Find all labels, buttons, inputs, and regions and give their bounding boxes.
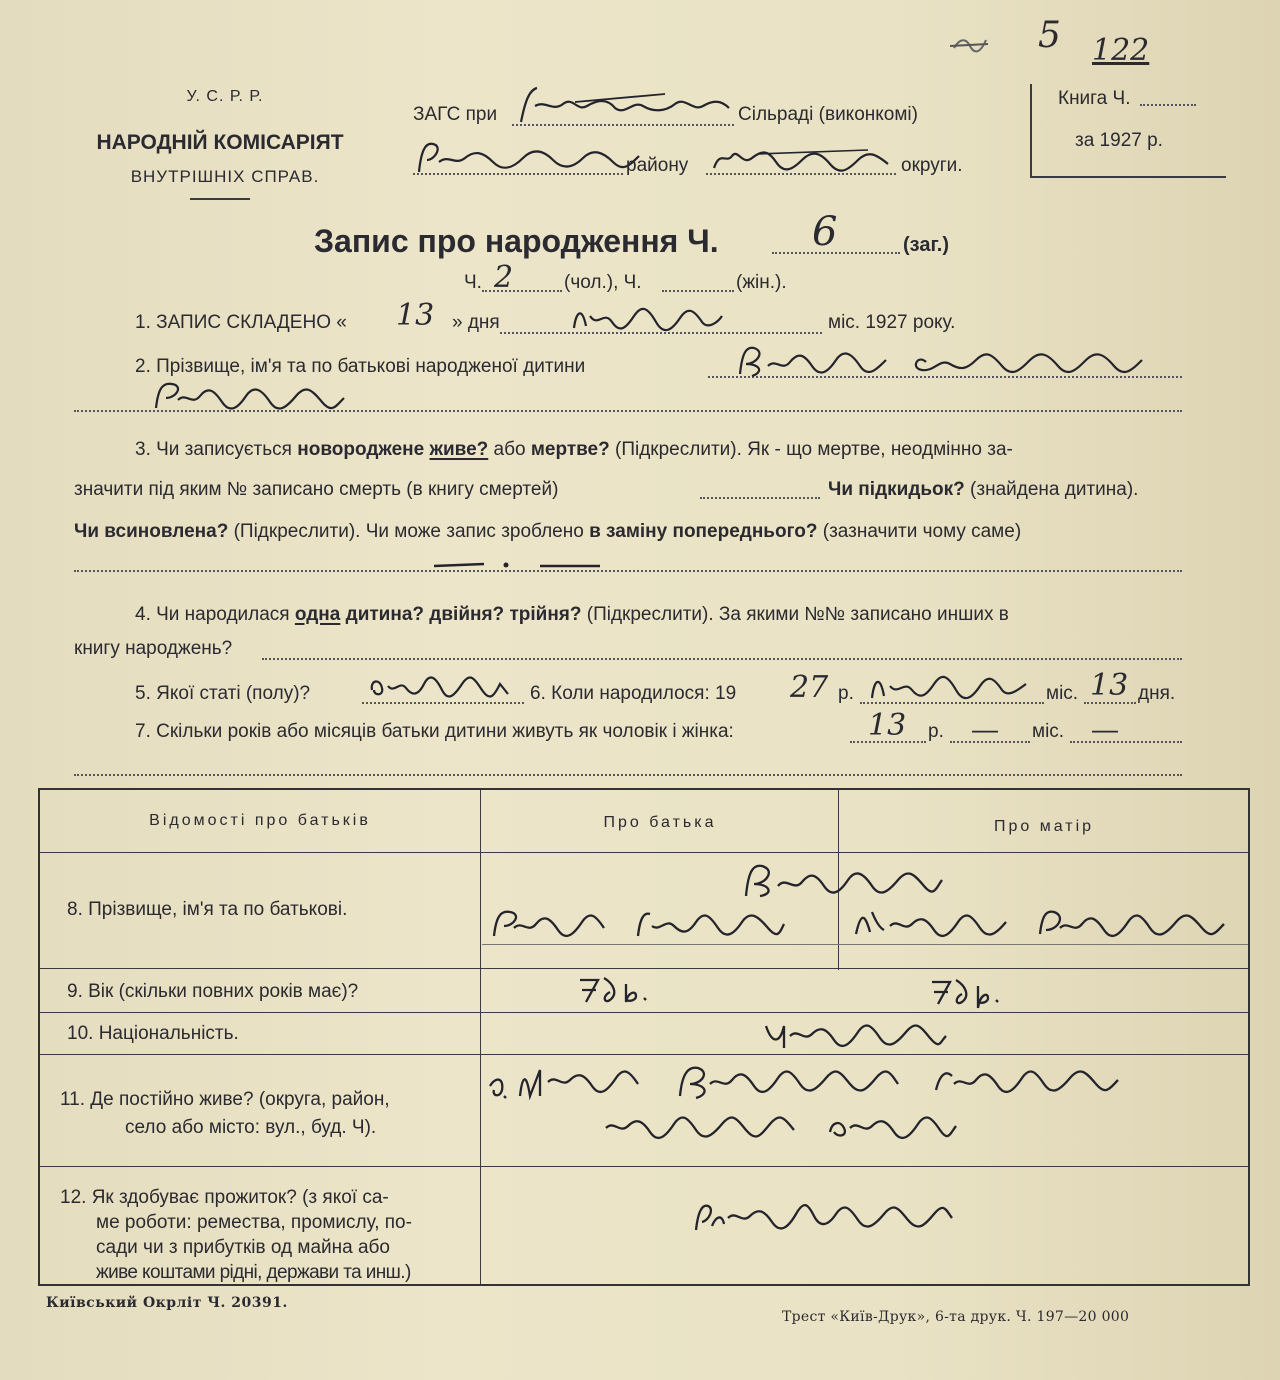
field-3-foundling: Чи підкидьок? xyxy=(828,479,965,500)
table-row-12-label-3: сади чи з прибутків од майна або xyxy=(96,1237,390,1258)
field-3-instructions: (Підкреслити). Як - що мертве, неодмінно за- xyxy=(609,439,1013,460)
table-row-12-label-1: 12. Як здобуває прожиток? (з якої са- xyxy=(60,1187,389,1208)
field-4-one-underlined: одна xyxy=(294,604,341,625)
male-suffix: (чол.), Ч. xyxy=(564,272,642,293)
field-6-mis: міс. xyxy=(1046,683,1079,704)
field-3-alive-underlined: живе? xyxy=(429,439,489,460)
male-count-handwriting: 2 xyxy=(494,260,514,295)
field-4-child: дитина? xyxy=(340,604,430,625)
district-label: району xyxy=(626,155,689,176)
table-header-mother: Про матір xyxy=(993,818,1095,835)
table-header-father: Про батька xyxy=(603,814,717,831)
table-row-11-label-2: село або місто: вул., буд. Ч). xyxy=(125,1117,377,1138)
field-7-tail-blank xyxy=(1070,741,1182,743)
field-6-r: р. xyxy=(838,683,854,704)
field-6-label: 6. Коли народилося: 19 xyxy=(530,683,737,704)
table-col-divider-2 xyxy=(838,850,839,970)
field-3-or: або xyxy=(488,439,531,460)
corner-number-1: 5 xyxy=(1038,15,1061,56)
female-count-blank xyxy=(662,290,734,292)
org-line-3: ВНУТРІШНІХ СПРАВ. xyxy=(130,167,320,186)
field-3-death-blank xyxy=(700,497,820,499)
field-4-line-1 xyxy=(135,604,1009,626)
table-row-8-bottom xyxy=(40,968,1248,969)
field-4-question: 4. Чи народилася xyxy=(135,604,295,625)
table-row-12-label-2: ме роботи: ремества, промислу, по- xyxy=(96,1212,412,1233)
field-3-found-note: (знайдена дитина). xyxy=(964,479,1139,500)
record-title: Запис про народження Ч. xyxy=(314,223,719,259)
field-3-replace-question: (Підкреслити). Чи може запис зроблено xyxy=(228,521,590,542)
book-year: за 1927 р. xyxy=(1075,130,1163,151)
field-1-day-handwriting: 13 xyxy=(396,298,435,333)
field-4-instructions: (Підкреслити). За якими №№ записано инших в xyxy=(581,604,1009,625)
field-4-blank xyxy=(262,658,1182,660)
field-3-death-question: значити під яким № записано смерть (в книгу смертей) xyxy=(74,479,559,500)
org-divider xyxy=(190,198,250,200)
book-number-blank xyxy=(1140,104,1196,106)
field-1-end: міс. 1927 року. xyxy=(828,312,956,333)
field-3-replace: в заміну попереднього? xyxy=(589,521,818,542)
total-number-blank xyxy=(772,252,900,254)
field-1-month-handwriting xyxy=(568,300,728,336)
book-box-left xyxy=(1030,84,1032,176)
footer-right: Трест «Київ-Друк», 6-та друк. Ч. 197—20 000 xyxy=(782,1309,1130,1325)
zags-name-handwriting xyxy=(515,82,735,128)
book-box-bottom xyxy=(1030,176,1226,178)
table-header-bottom xyxy=(40,852,1248,853)
section-divider xyxy=(74,774,1182,776)
table-row-12-label-4: живе коштами рідні, держави та инш.) xyxy=(96,1262,411,1283)
field-7-r: р. xyxy=(928,721,944,742)
okruga-blank xyxy=(706,173,896,175)
field-7-dash-1: — xyxy=(972,714,998,744)
field-1-label: 1. ЗАПИС СКЛАДЕНО « xyxy=(135,312,347,333)
field-3-newborn: новороджене xyxy=(297,439,425,460)
table-row-10-bottom xyxy=(40,1054,1248,1055)
corner-strikethrough-number xyxy=(950,32,990,61)
field-1-mid: » дня xyxy=(452,312,500,333)
field-3-line-1 xyxy=(135,439,1013,461)
field-6-month-handwriting xyxy=(866,668,1036,704)
field-2-blank-1 xyxy=(708,376,1182,378)
field-6-year-handwriting: 27 xyxy=(790,670,829,705)
field-2-blank-2 xyxy=(74,410,1182,412)
field-5-blank xyxy=(362,702,524,704)
table-row-10-label: 10. Національність. xyxy=(67,1023,239,1044)
table-col-divider-1 xyxy=(480,790,481,1284)
district-blank xyxy=(413,173,623,175)
table-header-parents: Відомості про батьків xyxy=(149,812,371,829)
field-7-label: 7. Скільки років або місяців батьки дитини живуть як чоловік і жінка: xyxy=(135,721,734,742)
field-2-patronymic-handwriting xyxy=(150,378,350,414)
total-suffix: (заг.) xyxy=(903,234,950,256)
crossed-number-icon xyxy=(950,32,990,58)
org-line-1: У. С. Р. Р. xyxy=(186,88,264,105)
field-3-dead: мертве? xyxy=(530,439,610,460)
field-6-day-blank xyxy=(1084,702,1136,704)
field-4-line-2: книгу народжень? xyxy=(74,638,233,659)
field-7-mis: міс. xyxy=(1032,721,1065,742)
male-count-blank xyxy=(482,290,562,292)
org-line-2: НАРОДНІЙ КОМІСАРІЯТ xyxy=(96,131,344,154)
zags-label: ЗАГС при xyxy=(413,104,498,125)
field-5-sex-handwriting xyxy=(366,668,526,704)
field-7-years-blank xyxy=(850,741,926,743)
field-6-day-handwriting: 13 xyxy=(1090,668,1129,703)
field-7-years-handwriting: 13 xyxy=(868,708,907,743)
male-count-label: Ч. xyxy=(464,272,482,293)
entry-number-handwriting: 6 xyxy=(812,209,838,255)
table-col-divider-2b xyxy=(838,790,839,852)
field-1-month-blank xyxy=(500,332,822,334)
field-3-line-3 xyxy=(74,521,1021,543)
female-suffix: (жін.). xyxy=(736,272,787,293)
field-2-label: 2. Прізвище, ім'я та по батькові народженої дитини xyxy=(135,356,586,377)
table-row-8-label: 8. Прізвище, ім'я та по батькові. xyxy=(67,899,348,920)
field-3-line-2b xyxy=(828,479,1138,501)
table-row-9-bottom xyxy=(40,1012,1248,1013)
zags-name-blank xyxy=(512,124,734,126)
table-row-11-bottom xyxy=(40,1166,1248,1167)
field-3-question: 3. Чи записується xyxy=(135,439,298,460)
field-3-line-2 xyxy=(74,479,558,501)
field-3-adopted: Чи всиновлена? xyxy=(74,521,229,542)
corner-number-2: 122 xyxy=(1092,33,1150,68)
okruga-label: округи. xyxy=(901,155,963,176)
field-7-dash-2: — xyxy=(1092,714,1118,744)
field-4-twins: двійня? трійня? xyxy=(429,604,582,625)
field-3-reason: (зазначити чому саме) xyxy=(817,521,1022,542)
field-6-month-blank xyxy=(860,702,1044,704)
table-row-8-inner-rule xyxy=(482,944,1248,945)
table-row-11-label-1: 11. Де постійно живе? (округа, район, xyxy=(60,1089,390,1110)
book-label: Книга Ч. xyxy=(1058,88,1131,109)
field-3-reason-blank xyxy=(74,570,1182,572)
zags-suffix: Сільраді (виконкомі) xyxy=(738,104,918,125)
table-row-9-label: 9. Вік (скільки повних років має)? xyxy=(67,981,359,1002)
field-6-dnya: дня. xyxy=(1138,683,1176,704)
footer-left: Київський Окрліт Ч. 20391. xyxy=(46,1295,288,1311)
field-5-label: 5. Якої статі (полу)? xyxy=(135,683,311,704)
